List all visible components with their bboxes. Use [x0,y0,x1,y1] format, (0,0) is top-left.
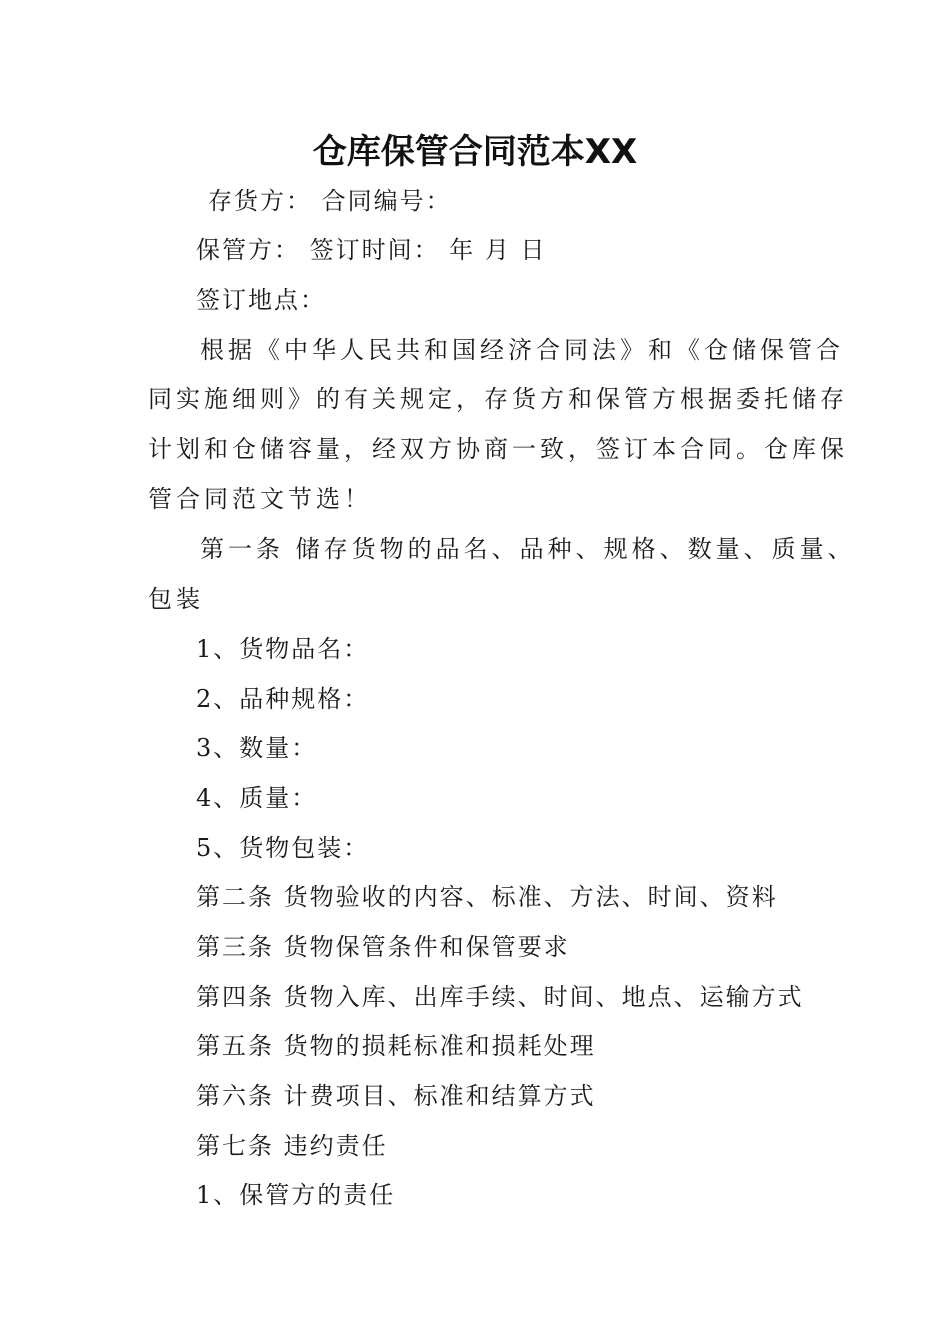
article-1-item: 5、货物包装： [196,834,370,862]
article-heading: 第五条 货物的损耗标准和损耗处理 [196,1032,596,1060]
intro-line: 同实施细则》的有关规定，存货方和保管方根据委托储存 [148,385,848,413]
article-1-heading: 第一条 储存货物的品名、品种、规格、数量、质量、 [200,535,856,563]
article-heading: 第六条 计费项目、标准和结算方式 [196,1082,596,1110]
intro-line: 根据《中华人民共和国经济合同法》和《仓储保管合 [200,336,844,364]
article-heading: 第四条 货物入库、出库手续、时间、地点、运输方式 [196,983,804,1011]
article-1-item: 3、数量： [196,734,318,762]
article-1-item: 1、货物品名： [196,635,370,663]
article-heading: 第二条 货物验收的内容、标准、方法、时间、资料 [196,883,778,911]
header-depositor: 存货方： 合同编号： [208,187,452,215]
article-1-item: 4、质量： [196,784,318,812]
article-1-heading-cont: 包装 [148,585,204,613]
header-keeper: 保管方： 签订时间： 年 月 日 [196,236,547,264]
article-7-item: 1、保管方的责任 [196,1181,396,1209]
intro-line: 管合同范文节选！ [148,485,372,513]
article-1-item: 2、品种规格： [196,685,370,713]
document-title: 仓库保管合同范本XX [312,132,638,172]
intro-line: 计划和仓储容量，经双方协商一致，签订本合同。仓库保 [148,435,848,463]
article-heading: 第七条 违约责任 [196,1132,388,1160]
header-location: 签订地点： [196,286,326,314]
article-heading: 第三条 货物保管条件和保管要求 [196,933,570,961]
